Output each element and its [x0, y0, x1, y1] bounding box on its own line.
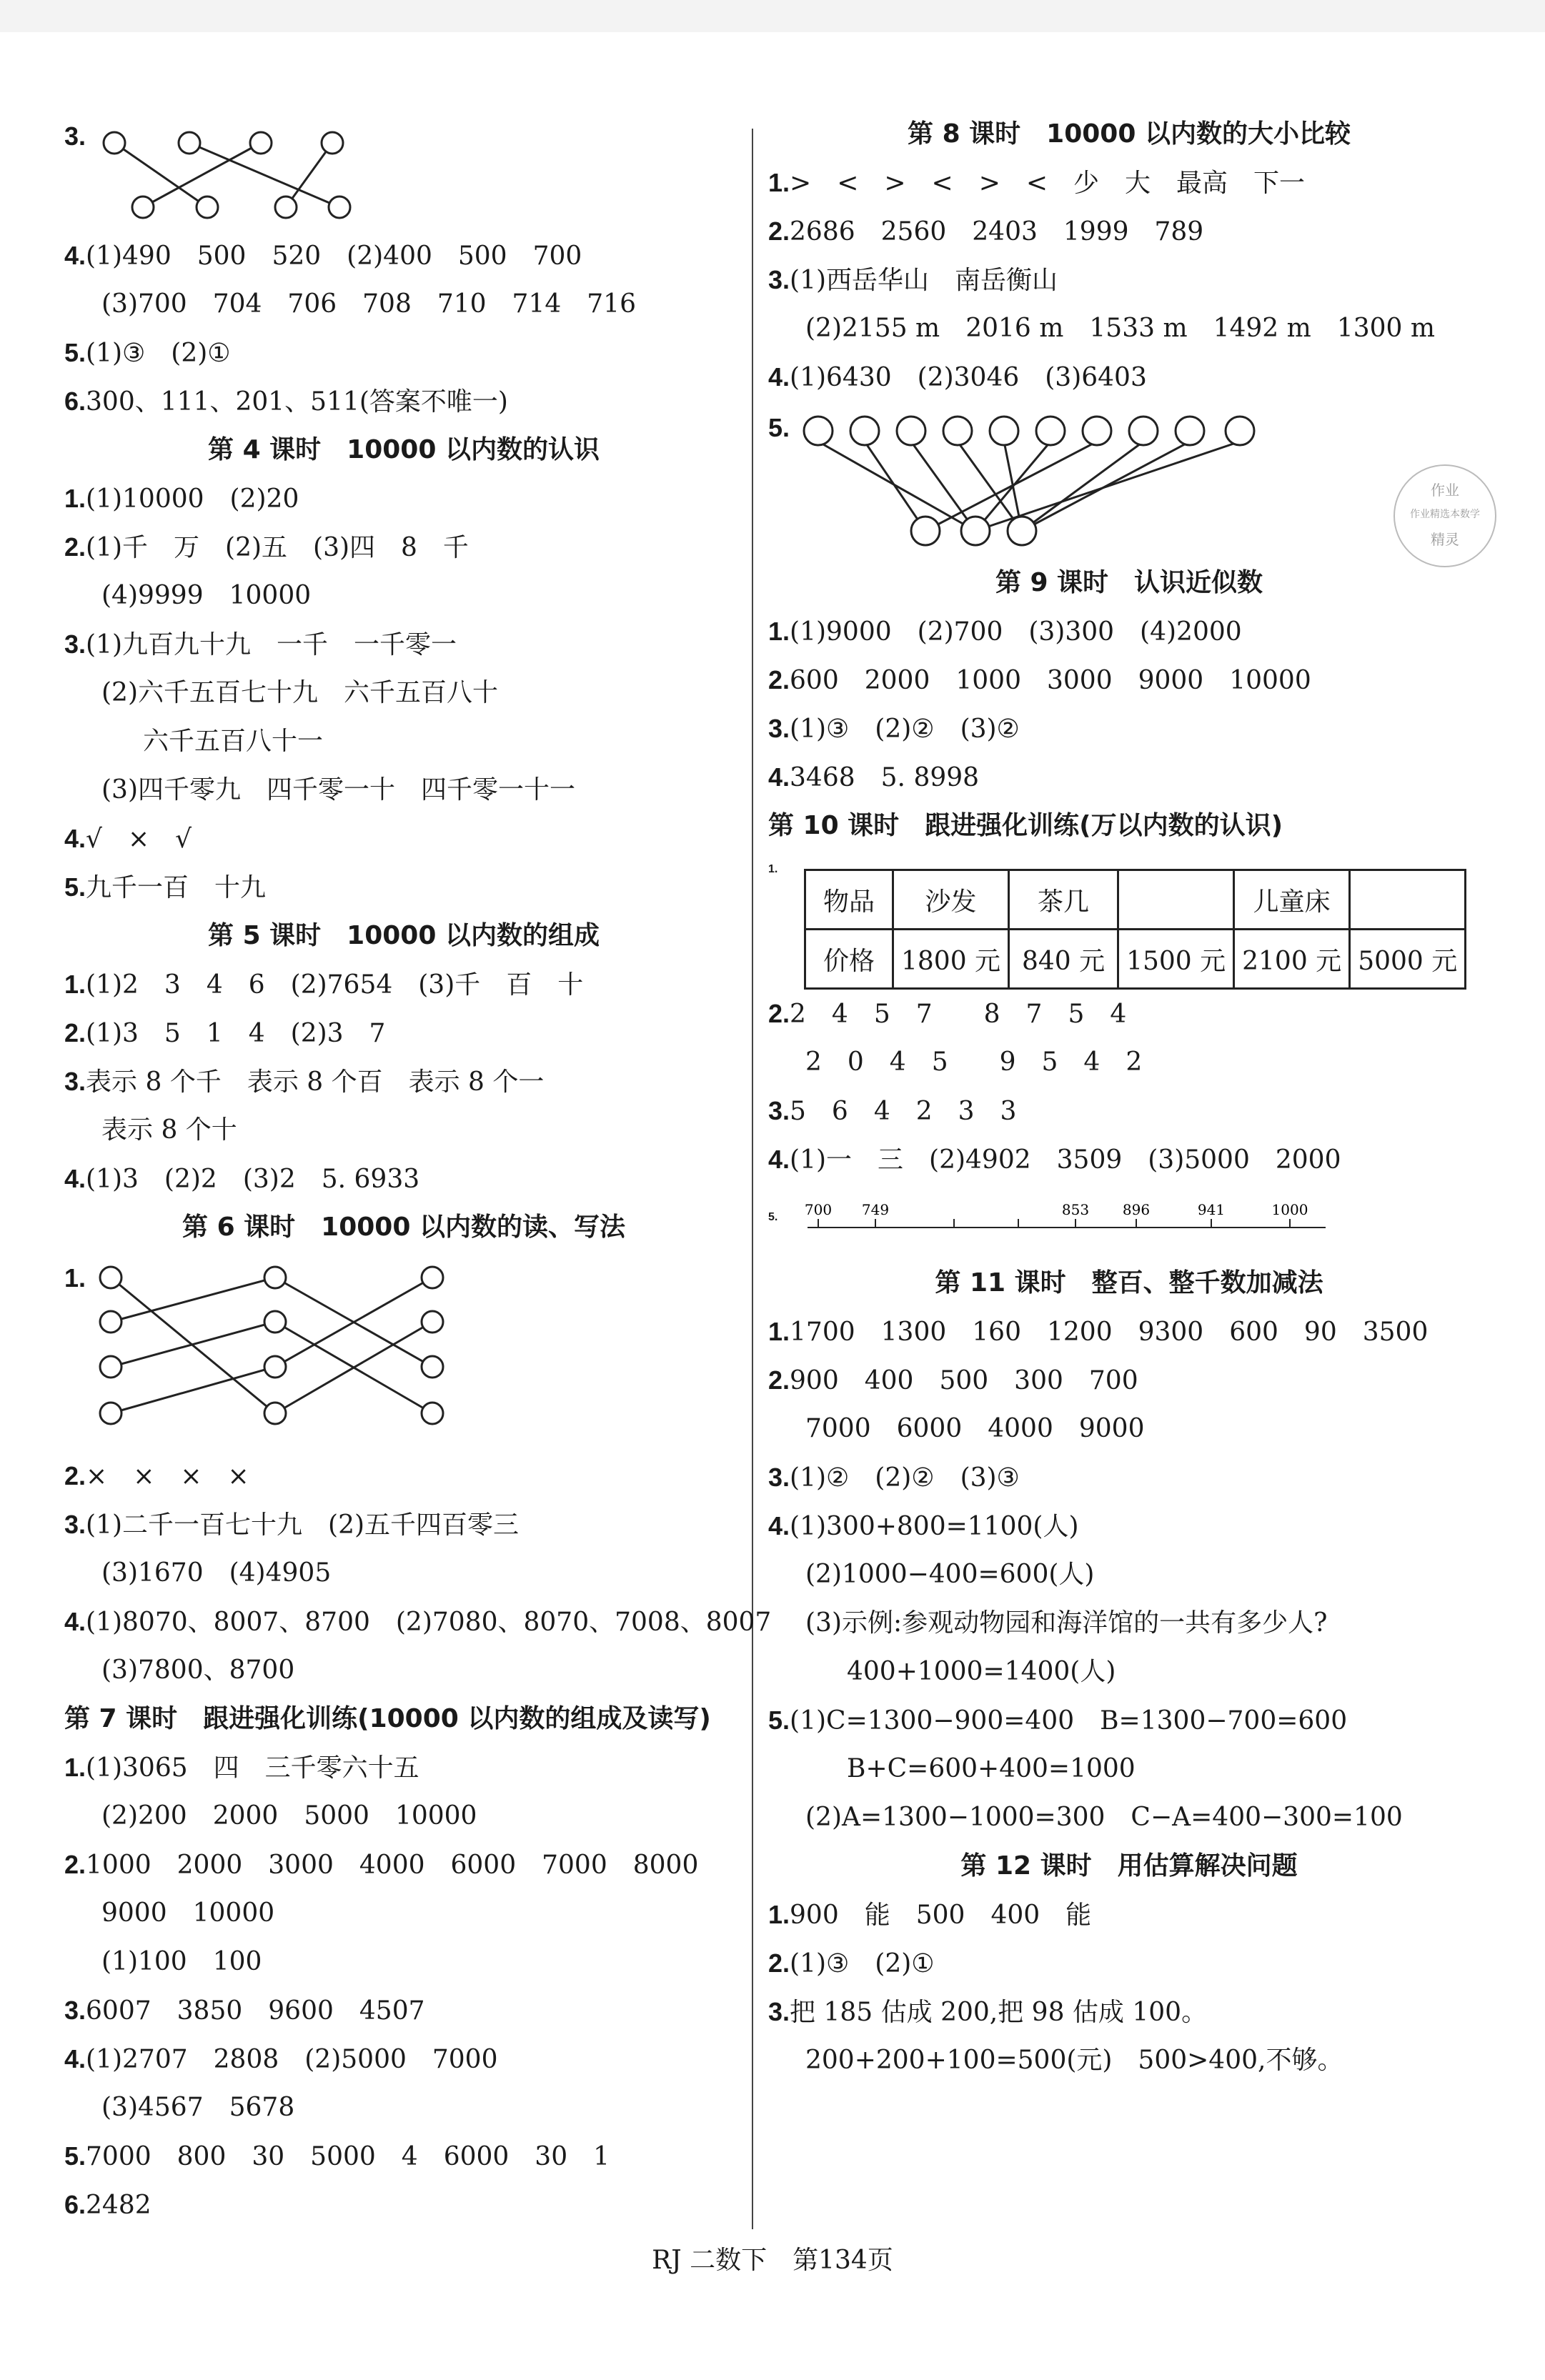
match-circle	[422, 1403, 443, 1424]
table-cell: 儿童床	[1234, 870, 1350, 930]
question-number: 1.	[64, 484, 86, 513]
match-circle	[911, 517, 940, 545]
table-cell: 价格	[805, 930, 893, 989]
matching-diagram-svg	[797, 413, 1311, 549]
table-row	[805, 930, 1466, 989]
answer-text: (4)9999 10000	[101, 581, 312, 610]
question-number: 1.	[64, 1263, 86, 1293]
match-circle	[100, 1403, 121, 1424]
match-circle	[322, 132, 343, 154]
match-circle	[1083, 417, 1111, 445]
question-number: 4.	[64, 2044, 86, 2073]
question-number: 3.	[64, 121, 86, 151]
answer-text: (1)6430 (2)3046 (3)6403	[790, 363, 1147, 392]
question-number: 2.	[64, 1018, 86, 1047]
table-cell: 沙发	[893, 870, 1009, 930]
answer-text: 9000 10000	[101, 1898, 275, 1928]
match-circle	[1129, 417, 1158, 445]
answer-text: 2482	[86, 2191, 151, 2220]
answer-line	[64, 583, 743, 609]
matching-diagram-svg	[93, 121, 393, 221]
question-number: 2.	[768, 665, 790, 694]
answer-text: (1)2 3 4 6 (2)7654 (3)千 百 十	[86, 970, 584, 1000]
question-number: 3.	[64, 629, 86, 659]
answer-text: 900 能 500 400 能	[790, 1901, 1092, 1930]
answer-text: × × × ×	[86, 1462, 249, 1491]
answer-line	[768, 1562, 1490, 1588]
answer-line	[64, 729, 743, 755]
number-line-label: 896	[1122, 1201, 1151, 1218]
answer-text: 表示 8 个十	[101, 1115, 237, 1145]
question-number: 3.	[768, 1997, 790, 2026]
answer-text: (3)四千零九 四千零一十 四千零一十一	[101, 775, 575, 805]
matching-diagram-svg	[93, 1263, 465, 1442]
question-number: 1.	[64, 1753, 86, 1782]
table-cell: 5000 元	[1350, 930, 1466, 989]
answer-text: (3)700 704 706 708 710 714 716	[101, 289, 636, 319]
section-heading: 第 6 课时 10000 以内数的读、写法	[182, 1213, 625, 1242]
question-number: 2.	[768, 216, 790, 246]
number-line-label: 700	[804, 1201, 833, 1218]
table-cell: 物品	[805, 870, 893, 930]
question-number: 1.	[768, 168, 790, 197]
table-cell	[1118, 870, 1234, 930]
answer-line	[768, 1319, 1490, 1345]
answer-line	[64, 680, 743, 706]
answer-line	[768, 2048, 1490, 2073]
answer-line	[768, 1098, 1490, 1124]
question-number: 4.	[768, 362, 790, 392]
answer-line	[64, 1020, 743, 1046]
question-number: 3.	[64, 1996, 86, 2025]
match-circle	[264, 1311, 286, 1333]
answer-text: (1)8070、8007、8700 (2)7080、8070、7008、8007	[86, 1608, 772, 1637]
match-circle	[100, 1311, 121, 1333]
match-circle	[422, 1311, 443, 1333]
match-circle	[179, 132, 200, 154]
question-number: 3.	[64, 1510, 86, 1539]
question-number: 2.	[768, 1948, 790, 1978]
match-line	[111, 1322, 275, 1367]
answer-text: 7000 6000 4000 9000	[805, 1414, 1145, 1443]
question-number: 2.	[64, 1850, 86, 1879]
answer-line	[768, 762, 1490, 792]
section-heading: 第 12 课时 用估算解决问题	[960, 1851, 1298, 1881]
answer-text: 六千五百八十一	[143, 727, 324, 756]
table-row	[805, 870, 1466, 930]
answer-text: (1)③ (2)② (3)②	[790, 715, 1020, 744]
section-heading: 第 4 课时 10000 以内数的认识	[208, 435, 600, 464]
table-cell	[1350, 870, 1466, 930]
answer-line	[768, 1902, 1490, 1928]
match-circle	[264, 1267, 286, 1288]
answer-text: (3)示例:参观动物园和海洋馆的一共有多少人?	[805, 1608, 1328, 1638]
answer-text: (1)9000 (2)700 (3)300 (4)2000	[790, 617, 1242, 647]
question-number: 5.	[768, 413, 790, 442]
question-number: 1.	[768, 863, 778, 875]
answer-text: (1)3 5 1 4 (2)3 7	[86, 1019, 386, 1048]
answer-line	[768, 667, 1490, 693]
match-line	[865, 442, 925, 531]
answer-line	[768, 1145, 1490, 1175]
answer-line	[64, 1069, 743, 1095]
match-circle	[943, 417, 972, 445]
match-line	[111, 1367, 275, 1413]
question-number: 6.	[64, 387, 86, 416]
match-circle	[329, 196, 350, 218]
answer-line	[64, 777, 743, 803]
answer-line	[768, 1513, 1490, 1539]
match-circle	[422, 1267, 443, 1288]
answer-text: (1)③ (2)①	[86, 339, 231, 368]
answer-line	[64, 534, 743, 560]
match-circle	[1226, 417, 1254, 445]
answer-line	[64, 2192, 743, 2218]
match-circle	[275, 196, 297, 218]
number-line-label: 1000	[1271, 1201, 1308, 1218]
number-line-label: 749	[861, 1201, 890, 1218]
match-circle	[961, 517, 990, 545]
table-cell: 茶几	[1009, 870, 1118, 930]
answer-text: (1)10000 (2)20	[86, 484, 299, 514]
question-number: 3.	[768, 265, 790, 294]
answer-text: (1)3 (2)2 (3)2 5. 6933	[86, 1165, 420, 1194]
match-circle	[197, 196, 218, 218]
page-top-shade	[0, 0, 1545, 32]
table-cell: 2100 元	[1234, 930, 1350, 989]
left-column	[64, 121, 772, 2241]
answer-text: √ × √	[86, 825, 192, 854]
answer-text: 2 4 5 7 8 7 5 4	[790, 1000, 1127, 1029]
answer-text: (1)千 万 (2)五 (3)四 8 千	[86, 533, 469, 562]
answer-line	[768, 1999, 1490, 2025]
question-number: 2.	[64, 532, 86, 562]
answer-line	[64, 1166, 743, 1192]
question-number: 4.	[768, 762, 790, 792]
answer-line	[64, 1852, 743, 1878]
answer-line	[64, 486, 743, 512]
publisher-stamp	[1394, 464, 1496, 567]
column-divider	[752, 129, 753, 2229]
answer-line	[64, 970, 743, 1000]
question-number: 4.	[64, 241, 86, 270]
answer-line	[64, 1898, 743, 1928]
answer-line	[64, 1463, 743, 1489]
match-circle	[1008, 517, 1036, 545]
answer-line	[64, 1512, 743, 1538]
answer-text: 2 0 4 5 9 5 4 2	[805, 1047, 1143, 1077]
answer-text: (1)③ (2)①	[790, 1949, 935, 1978]
answer-line	[768, 1365, 1490, 1395]
match-circle	[132, 196, 154, 218]
table-cell: 840 元	[1009, 930, 1118, 989]
answer-text: (1)300+800=1100(人)	[790, 1512, 1079, 1541]
match-circle	[1176, 417, 1204, 445]
answer-line	[64, 1560, 743, 1586]
section-heading: 第 8 课时 10000 以内数的大小比较	[908, 119, 1351, 149]
answer-text: (3)4567 5678	[101, 2093, 295, 2122]
answer-text: 6007 3850 9600 4507	[86, 1996, 425, 2026]
answer-line	[768, 1001, 1490, 1027]
question-number: 4.	[64, 824, 86, 853]
answer-text: (2)2155 m 2016 m 1533 m 1492 m 1300 m	[805, 314, 1435, 343]
answer-line	[768, 1706, 1490, 1736]
match-circle	[897, 417, 925, 445]
answer-line	[768, 216, 1490, 247]
diagram-q3-matching	[64, 121, 743, 221]
answer-line	[768, 1047, 1490, 1077]
answer-line	[64, 1755, 743, 1781]
answer-text: 200+200+100=500(元) 500>400,不够。	[805, 2046, 1343, 2075]
answer-text: (1)2707 2808 (2)5000 7000	[86, 2045, 498, 2074]
right-column	[768, 121, 1490, 2096]
stamp-bottom-text: 精灵	[1431, 531, 1459, 548]
answer-text: 表示 8 个千 表示 8 个百 表示 8 个一	[86, 1067, 545, 1097]
question-number: 5.	[64, 2141, 86, 2171]
answer-line	[768, 1805, 1490, 1831]
answer-line	[64, 826, 743, 852]
section-heading: 第 7 课时 跟进强化训练(10000 以内数的组成及读写)	[64, 1704, 711, 1733]
table-cell: 1800 元	[893, 930, 1009, 989]
match-circle	[100, 1267, 121, 1288]
question-number: 5.	[64, 872, 86, 902]
answer-text: (1)490 500 520 (2)400 500 700	[86, 242, 582, 271]
question-number: 4.	[768, 1145, 790, 1174]
answer-text: 3468 5. 8998	[790, 763, 980, 792]
question-number: 4.	[64, 1607, 86, 1636]
answer-line	[768, 316, 1490, 342]
answer-line	[64, 387, 743, 417]
match-circle	[104, 132, 125, 154]
match-line	[111, 1278, 275, 1322]
answer-line	[768, 1756, 1490, 1782]
section-heading: 第 10 课时 跟进强化训练(万以内数的认识)	[768, 811, 1283, 840]
answer-text: 5 6 4 2 3 3	[790, 1097, 1017, 1126]
answer-text: (1)② (2)② (3)③	[790, 1463, 1020, 1493]
question-number: 3.	[768, 1463, 790, 1492]
answer-line	[768, 716, 1490, 742]
answer-line	[64, 2141, 743, 2171]
answer-text: (3)1670 (4)4905	[101, 1558, 332, 1588]
question-number: 5.	[768, 1706, 790, 1735]
match-circle	[264, 1356, 286, 1378]
answer-text: (2)六千五百七十九 六千五百八十	[101, 678, 498, 707]
match-line	[286, 143, 332, 207]
answer-line	[64, 1117, 743, 1143]
match-circle	[1036, 417, 1065, 445]
match-circle	[264, 1403, 286, 1424]
answer-line	[768, 1416, 1490, 1442]
answer-line	[64, 872, 743, 902]
match-circle	[250, 132, 272, 154]
answer-line	[64, 1949, 743, 1975]
number-line-label: 941	[1197, 1201, 1226, 1218]
answer-text: (1)C=1300−900=400 B=1300−700=600	[790, 1706, 1348, 1736]
match-circle	[804, 417, 833, 445]
answer-text: (3)7800、8700	[101, 1655, 295, 1685]
answer-line	[768, 170, 1490, 196]
question-number: 2.	[768, 999, 790, 1028]
answer-text: 300、111、201、511(答案不唯一)	[86, 387, 508, 417]
question-number: 1.	[768, 617, 790, 646]
diagram-q5-matching	[768, 413, 1490, 549]
answer-line	[64, 1655, 743, 1685]
number-line-block	[768, 1195, 1490, 1249]
answer-text: B+C=600+400=1000	[847, 1754, 1136, 1783]
answer-text: 1000 2000 3000 4000 6000 7000 8000	[86, 1851, 699, 1880]
answer-line	[64, 1803, 743, 1829]
answer-text: (2)1000−400=600(人)	[805, 1560, 1095, 1589]
answer-line	[768, 1463, 1490, 1493]
answer-line	[64, 2046, 743, 2072]
question-number: 5.	[768, 1211, 778, 1223]
answer-line	[768, 617, 1490, 647]
answer-line	[768, 364, 1490, 390]
answer-text: > < > < > < 少 大 最高 下一	[790, 169, 1306, 198]
answer-text: (1)100 100	[101, 1947, 262, 1976]
answer-text: (1)九百九十九 一千 一千零一	[86, 630, 457, 659]
answer-line	[64, 629, 743, 659]
answer-text: 2686 2560 2403 1999 789	[790, 217, 1204, 247]
answer-line	[64, 243, 743, 269]
question-number: 5.	[64, 338, 86, 367]
question-number: 1.	[768, 1317, 790, 1346]
question-number: 3.	[768, 714, 790, 743]
section-heading: 第 11 课时 整百、整千数加减法	[935, 1268, 1323, 1298]
answer-text: 把 185 估成 200,把 98 估成 100。	[790, 1998, 1208, 2027]
section-heading: 第 5 课时 10000 以内数的组成	[208, 921, 600, 950]
question-number: 3.	[768, 1096, 790, 1125]
match-circle	[990, 417, 1018, 445]
page-footer: RJ 二数下 第134页	[652, 2246, 893, 2275]
answer-line	[64, 1996, 743, 2026]
answer-text: 900 400 500 300 700	[790, 1366, 1138, 1395]
question-number: 2.	[768, 1365, 790, 1395]
answer-line	[64, 340, 743, 366]
answer-text: (1)二千一百七十九 (2)五千四百零三	[86, 1510, 520, 1540]
match-circle	[422, 1356, 443, 1378]
answer-line	[64, 289, 743, 319]
number-line-label: 853	[1061, 1201, 1090, 1218]
answer-text: (2)200 2000 5000 10000	[101, 1801, 477, 1831]
answer-text: (1)一 三 (2)4902 3509 (3)5000 2000	[790, 1145, 1341, 1175]
answer-text: 600 2000 1000 3000 9000 10000	[790, 666, 1311, 695]
answer-text: 7000 800 30 5000 4 6000 30 1	[86, 2142, 610, 2171]
question-number: 2.	[64, 1461, 86, 1490]
stamp-middle-text: 作业精选本数学	[1410, 509, 1480, 520]
price-table	[804, 869, 1466, 990]
answer-text: (1)3065 四 三千零六十五	[86, 1753, 419, 1783]
diagram-q1-matching	[64, 1263, 743, 1442]
answer-line	[768, 267, 1490, 293]
number-line-svg	[797, 1195, 1368, 1249]
answer-line	[768, 1659, 1490, 1685]
question-number: 1.	[768, 1900, 790, 1929]
answer-text: 1700 1300 160 1200 9300 600 90 3500	[790, 1318, 1429, 1347]
answer-line	[64, 2095, 743, 2121]
question-number: 6.	[64, 2190, 86, 2219]
table-cell: 1500 元	[1118, 930, 1234, 989]
answer-line	[768, 1610, 1490, 1636]
answer-text: 400+1000=1400(人)	[847, 1657, 1116, 1686]
question-number: 4.	[768, 1511, 790, 1540]
question-number: 3.	[64, 1067, 86, 1096]
answer-line	[768, 1948, 1490, 1978]
stamp-top-text: 作业	[1431, 482, 1459, 499]
section-heading: 第 9 课时 认识近似数	[995, 568, 1263, 597]
answer-text: 九千一百 十九	[86, 873, 267, 902]
match-circle	[850, 417, 879, 445]
answer-line	[64, 1607, 772, 1637]
answer-text: (1)西岳华山 南岳衡山	[790, 266, 1058, 295]
answer-text: (2)A=1300−1000=300 C−A=400−300=100	[805, 1803, 1403, 1832]
question-number: 1.	[64, 970, 86, 999]
question-number: 4.	[64, 1164, 86, 1193]
match-circle	[100, 1356, 121, 1378]
price-table-block	[768, 862, 1490, 1001]
